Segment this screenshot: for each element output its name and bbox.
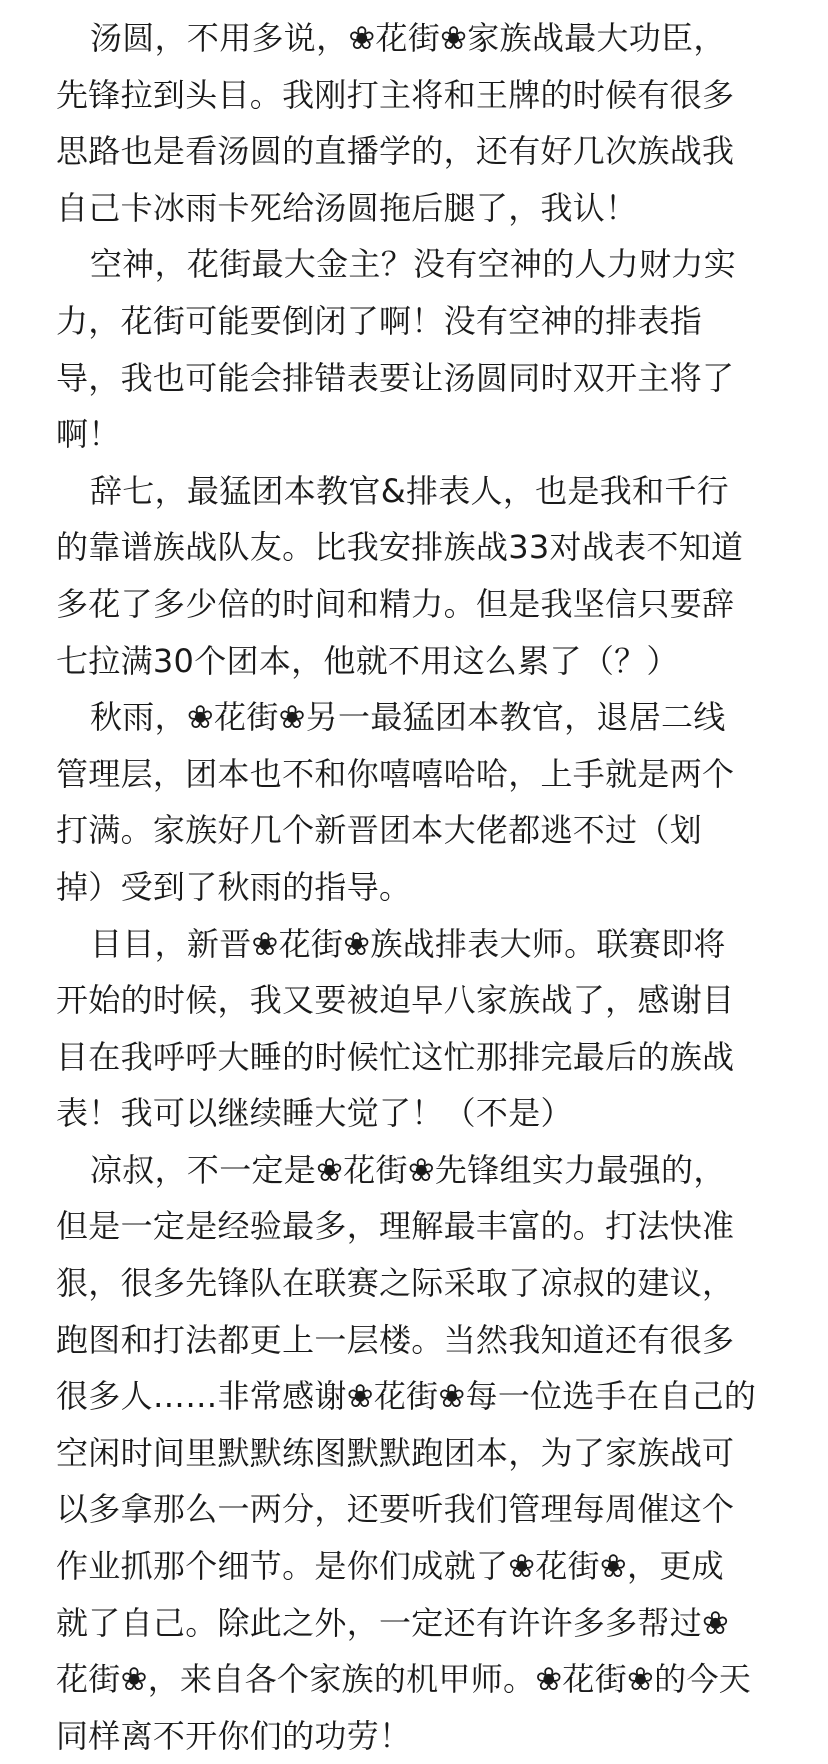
paragraph-tangyuan xyxy=(56,10,816,236)
text-line: 开始的时候，我又要被迫早八家族战了，感谢目 xyxy=(56,981,735,1020)
text-line: 的靠谱族战队友。比我安排族战33对战表不知道 xyxy=(56,528,744,567)
text-line: 但是一定是经验最多，理解最丰富的。打法快准 xyxy=(56,1207,735,1246)
text-line: 同样离不开你们的功劳！ xyxy=(56,1716,412,1755)
text-line: 很多人……非常感谢❀花街❀每一位选手在自己的 xyxy=(56,1377,757,1416)
paragraph-liangshu xyxy=(56,1142,816,1764)
text-line: 掉）受到了秋雨的指导。 xyxy=(56,867,412,906)
text-line: 就了自己。除此之外，一定还有许许多多帮过❀ xyxy=(56,1603,730,1642)
text-line: 多花了多少倍的时间和精力。但是我坚信只要辞 xyxy=(56,584,735,623)
text-line: 自己卡冰雨卡死给汤圆拖后腿了，我认！ xyxy=(56,188,638,227)
text-line: 思路也是看汤圆的直播学的，还有好几次族战我 xyxy=(56,132,735,171)
text-line: 空闲时间里默默练图默默跑团本，为了家族战可 xyxy=(56,1433,735,1472)
text-line: 空神，花街最大金主？没有空神的人力财力实 xyxy=(90,245,737,284)
text-line: 管理层，团本也不和你嘻嘻哈哈，上手就是两个 xyxy=(56,754,735,793)
text-line: 跑图和打法都更上一层楼。当然我知道还有很多 xyxy=(56,1320,735,1359)
text-line: 导，我也可能会排错表要让汤圆同时双开主将了 xyxy=(56,358,735,397)
text-line: 目在我呼呼大睡的时候忙这忙那排完最后的族战 xyxy=(56,1037,735,1076)
text-line: 秋雨，❀花街❀另一最猛团本教官，退居二线 xyxy=(90,698,726,737)
paragraph-mumu xyxy=(56,916,816,1142)
text-line: 打满。家族好几个新晋团本大佬都逃不过（划 xyxy=(56,811,703,850)
paragraph-ciqi xyxy=(56,463,816,689)
paragraph-kongshen xyxy=(56,236,816,462)
text-line: 目目，新晋❀花街❀族战排表大师。联赛即将 xyxy=(90,924,726,963)
text-line: 汤圆，不用多说，❀花街❀家族战最大功臣， xyxy=(90,19,726,57)
text-line: 凉叔，不一定是❀花街❀先锋组实力最强的， xyxy=(90,1150,726,1189)
text-line: 以多拿那么一两分，还要听我们管理每周催这个 xyxy=(56,1490,735,1529)
document-body xyxy=(56,10,816,1764)
text-line: 狠，很多先锋队在联赛之际采取了凉叔的建议， xyxy=(56,1264,735,1303)
text-line: 力，花街可能要倒闭了啊！没有空神的排表指 xyxy=(56,301,703,340)
text-line: 作业抓那个细节。是你们成就了❀花街❀，更成 xyxy=(56,1547,724,1586)
text-line: 表！我可以继续睡大觉了！（不是） xyxy=(56,1094,573,1133)
text-line: 花街❀，来自各个家族的机甲师。❀花街❀的今天 xyxy=(56,1660,752,1699)
text-line: 啊！ xyxy=(56,415,121,454)
text-line: 先锋拉到头目。我刚打主将和王牌的时候有很多 xyxy=(56,75,735,114)
paragraph-qiuyu xyxy=(56,689,816,915)
text-line: 辞七，最猛团本教官&排表人，也是我和千行 xyxy=(90,471,729,510)
text-line: 七拉满30个团本，他就不用这么累了（？） xyxy=(56,641,679,680)
